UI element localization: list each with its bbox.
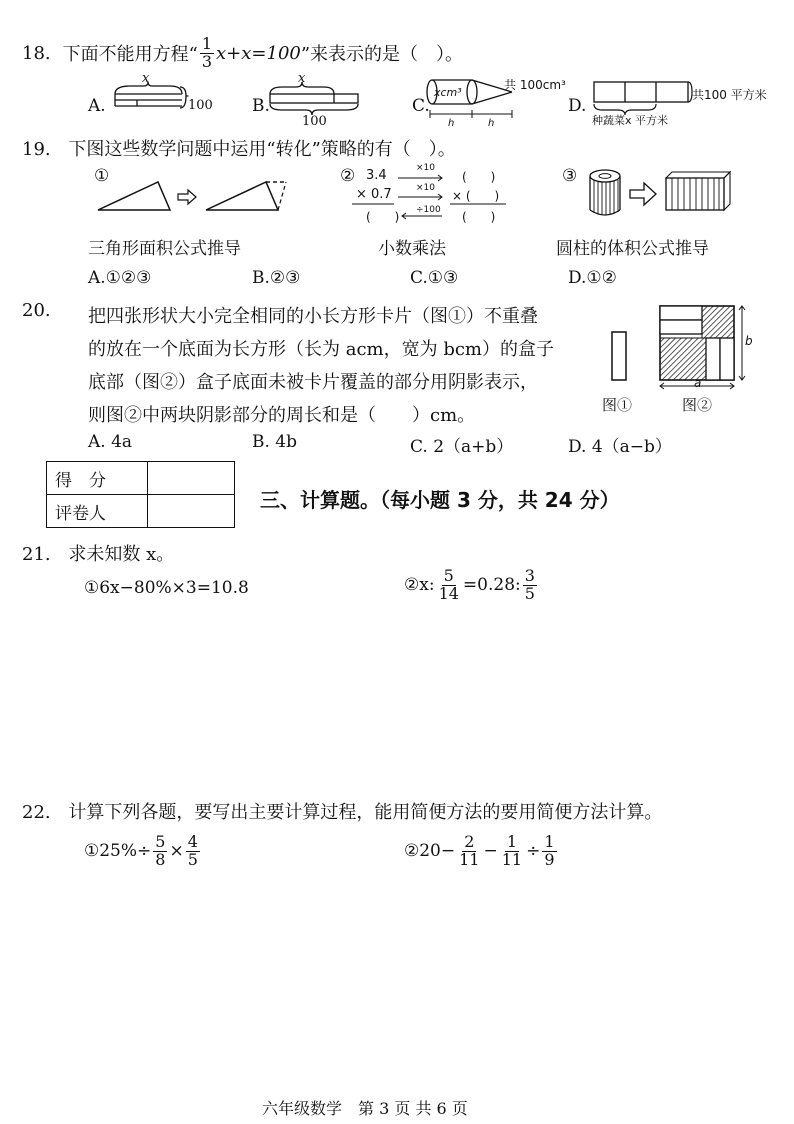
q20-option-a: A. 4a [88,432,133,452]
q22-line [22,798,662,824]
q21-p2-pre: ②x: [404,575,435,596]
score-cell[interactable] [148,462,235,495]
q18-option-a-label: A. [88,96,106,116]
q20-fig2-caption: 图② [682,396,713,414]
q21-p2-frac2 [523,568,537,603]
q20-option-b: B. 4b [252,432,297,452]
q19-p2-r1: ( ) [462,170,496,184]
q21-p2-frac1-den: 14 [438,583,459,603]
q19-stem: 下图这些数学问题中运用“转化”策略的有（ ）。 [68,139,456,160]
q20-line-3: 底部（图②）盒子底面未被卡片覆盖的部分用阴影表示， [88,372,538,393]
q22-p2-frac3-num: 1 [544,832,555,851]
q19-p2-r2: × ( ) [452,189,500,203]
q22-number: 22. [22,802,51,823]
grader-label: 评卷人 [47,495,148,528]
q18-option-b-diagram [268,82,368,116]
q18-fraction [200,36,214,71]
q22-p2-pre: ②20− [404,841,456,862]
q19-p2-a: 3.4 [366,168,387,183]
q19-p2-b: × 0.7 [356,187,392,202]
q18-option-a-value: 100 [188,98,213,113]
q22-stem: 计算下列各题，要写出主要计算过程，能用简便方法的要用简便方法计算。 [68,802,663,823]
q22-p1-frac2 [186,834,200,869]
q20-fig-a-label: a [694,376,702,390]
q21-part-2 [404,568,539,603]
grader-cell[interactable] [148,495,235,528]
q18-option-d-total: 共100 平方米 [692,88,767,102]
q18-option-b-x: x [298,71,306,86]
q18-equation: x+x=100 [216,42,301,64]
q18-stem-post: ”来表示的是（ ）。 [300,44,464,66]
q19-p2-x10a: ×10 [416,163,435,173]
q22-part-1 [84,834,202,869]
q22-p1-frac1-num: 5 [155,832,166,851]
q22-p2-frac1-den: 11 [459,849,480,869]
q21-p2-frac1-num: 5 [443,566,454,585]
q18-option-d-label: D. [568,96,587,116]
q22-p2-frac3 [542,834,556,869]
q22-p1-mid: × [169,841,184,862]
q22-p2-frac2-den: 11 [501,849,523,869]
q18-option-c-h1: h [448,118,455,129]
q18-option-c-label: C. [412,96,430,116]
q22-p1-frac1 [153,834,167,869]
q20-fig1-caption: 图① [602,396,633,414]
q22-p2-mid1: − [483,841,498,862]
q22-p2-frac1-num: 2 [464,832,475,851]
score-table [46,461,235,528]
q22-part-2 [404,834,559,869]
q18-option-a-x: x [142,71,150,86]
q22-p2-frac2 [500,834,524,869]
q19-option-a: A.①②③ [88,268,152,288]
q18-option-c-h2: h [488,118,495,129]
q21-stem: 求未知数 x。 [68,544,175,565]
q18-line [22,36,463,71]
q20-line-2: 的放在一个底面为长方形（长为 acm，宽为 bcm）的盒子 [88,339,554,360]
q19-cylinder-diagram [588,168,738,220]
q19-p2-div100: ÷100 [416,205,441,215]
q18-frac-den: 3 [201,51,213,71]
q18-option-a-diagram [110,82,190,116]
q20-line-4: 则图②中两块阴影部分的周长和是（ ）cm。 [88,405,476,426]
q19-p1-caption: 三角形面积公式推导 [88,239,241,259]
page-footer: 六年级数学 第 3 页 共 6 页 [262,1099,468,1118]
section-3-title: 三、计算题。（每小题 3 分，共 24 分） [260,488,620,512]
q20-option-d: D. 4（a−b） [568,437,672,457]
q18-option-c-diagram [426,76,516,124]
q21-p2-frac2-num: 3 [524,566,535,585]
q22-p2-frac2-num: 1 [506,832,517,851]
q19-line [22,135,456,161]
q18-option-b-value: 100 [302,114,327,129]
q19-option-d: D.①② [568,268,617,288]
q21-line [22,540,174,566]
q22-p1-pre: ①25%÷ [84,841,152,862]
q18-number: 18. [22,42,51,64]
q22-p1-frac2-num: 4 [187,832,198,851]
q20-figures [600,300,760,396]
q21-p2-mid: =0.28: [462,575,521,596]
q19-p2-x10b: ×10 [416,183,435,193]
q20-line-1: 把四张形状大小完全相同的小长方形卡片（图①）不重叠 [88,306,538,327]
q20-option-c: C. 2（a+b） [410,437,514,457]
q20-stem [88,300,554,432]
q19-option-b: B.②③ [252,268,301,288]
q19-number: 19. [22,139,51,160]
q21-number: 21. [22,544,51,565]
q20-number: 20. [22,300,51,321]
q18-stem-pre: 下面不能用方程“ [62,44,198,66]
q19-p1-mark: ① [94,166,110,186]
q22-p2-frac1 [457,834,481,869]
q20-fig-b-label: b [745,334,753,348]
q22-p1-frac2-den: 5 [187,849,198,869]
q22-p1-frac1-den: 8 [155,849,166,869]
q19-p2-r3: ( ) [462,210,496,224]
q19-p2-mark: ② [340,166,356,186]
q18-option-c-total: 共 100cm³ [504,78,566,92]
q19-p2-paren: ( ) [366,210,400,224]
q21-p2-frac1 [437,568,461,603]
q18-option-b-label: B. [252,96,270,116]
q21-p2-frac2-den: 5 [524,583,535,603]
q19-p3-caption: 圆柱的体积公式推导 [556,239,709,259]
q19-option-c: C.①③ [410,268,459,288]
score-label: 得 分 [47,462,148,495]
q22-p2-mid2: ÷ [526,841,541,862]
q18-option-d-plant: 种蔬菜x 平方米 [592,114,669,127]
q19-p3-mark: ③ [562,166,578,186]
q19-triangle-diagram [96,180,296,220]
q21-part-1: ①6x−80%×3=10.8 [84,578,249,598]
q18-frac-num: 1 [201,34,213,53]
q19-p2-caption: 小数乘法 [378,239,446,259]
q18-option-c-volume: xcm³ [434,86,462,99]
q22-p2-frac3-den: 9 [544,849,555,869]
